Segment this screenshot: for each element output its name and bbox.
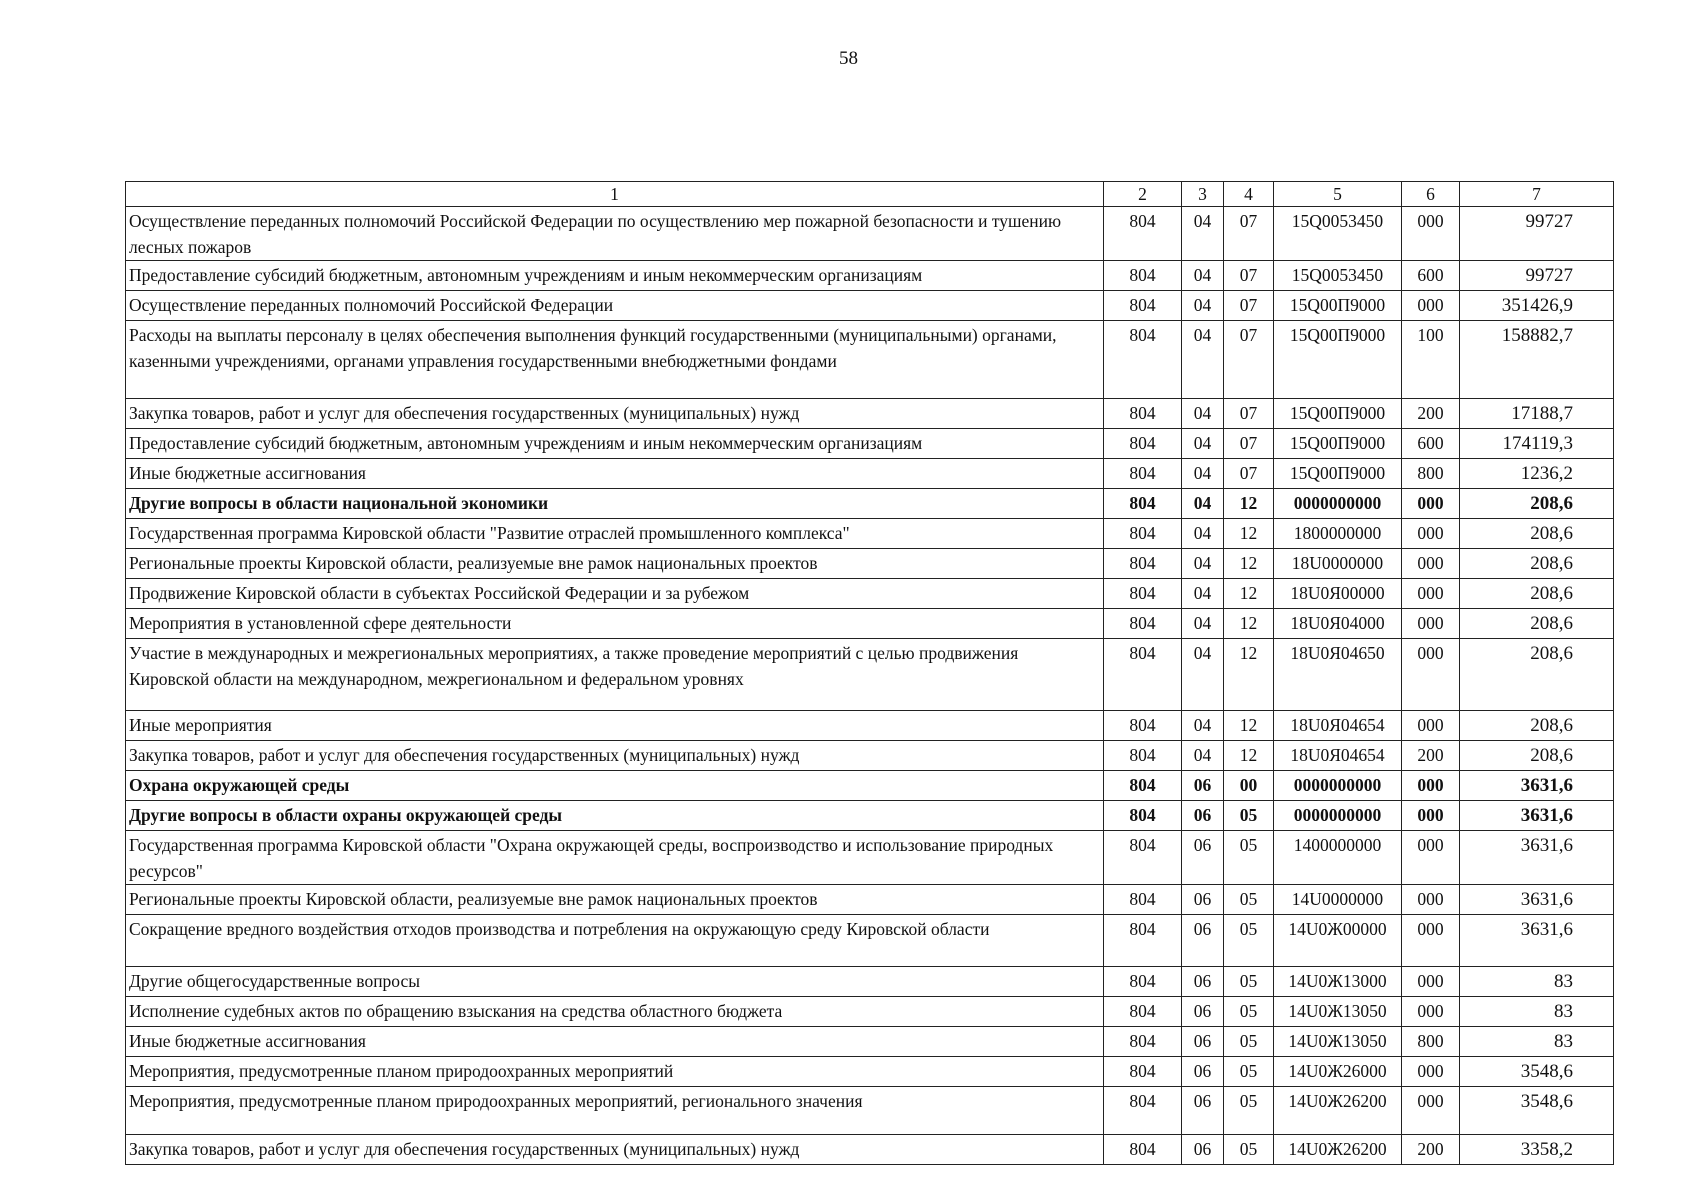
cell-col3: 06 — [1182, 771, 1224, 801]
table-row — [126, 771, 1614, 801]
cell-col2: 804 — [1104, 519, 1182, 549]
header-cell: 7 — [1460, 182, 1614, 207]
cell-col3: 04 — [1182, 711, 1224, 741]
cell-col2: 804 — [1104, 579, 1182, 609]
cell-col7: 17188,7 — [1460, 399, 1614, 429]
cell-col2: 804 — [1104, 997, 1182, 1027]
cell-col2: 804 — [1104, 639, 1182, 711]
cell-col2: 804 — [1104, 885, 1182, 915]
cell-col5: 18U0000000 — [1274, 549, 1402, 579]
cell-col7: 208,6 — [1460, 639, 1614, 711]
cell-col3: 06 — [1182, 997, 1224, 1027]
cell-col5: 1400000000 — [1274, 831, 1402, 885]
cell-description: Расходы на выплаты персоналу в целях обеспечения выполнения функций государственными (муниципальными) органами, казенными учреждениями, органами управления государственными внебюджетными фондами — [126, 321, 1104, 399]
cell-col7: 208,6 — [1460, 609, 1614, 639]
cell-col2: 804 — [1104, 741, 1182, 771]
table-body — [126, 207, 1614, 1165]
cell-description: Предоставление субсидий бюджетным, автономным учреждениям и иным некоммерческим организациям — [126, 429, 1104, 459]
cell-col3: 06 — [1182, 1027, 1224, 1057]
cell-col4: 12 — [1224, 519, 1274, 549]
cell-col2: 804 — [1104, 967, 1182, 997]
cell-description: Сокращение вредного воздействия отходов производства и потребления на окружающую среду Кировской области — [126, 915, 1104, 967]
cell-col6: 000 — [1402, 609, 1460, 639]
table-row — [126, 609, 1614, 639]
cell-col2: 804 — [1104, 801, 1182, 831]
cell-col4: 07 — [1224, 429, 1274, 459]
cell-col4: 05 — [1224, 885, 1274, 915]
cell-col2: 804 — [1104, 459, 1182, 489]
cell-col7: 174119,3 — [1460, 429, 1614, 459]
cell-description: Охрана окружающей среды — [126, 771, 1104, 801]
table-row — [126, 519, 1614, 549]
cell-col5: 18U0Я00000 — [1274, 579, 1402, 609]
cell-description: Региональные проекты Кировской области, реализуемые вне рамок национальных проектов — [126, 885, 1104, 915]
cell-col5: 15Q00П9000 — [1274, 291, 1402, 321]
cell-col2: 804 — [1104, 1057, 1182, 1087]
cell-col2: 804 — [1104, 1087, 1182, 1135]
table-row — [126, 915, 1614, 967]
cell-description: Мероприятия в установленной сфере деятельности — [126, 609, 1104, 639]
cell-col3: 04 — [1182, 579, 1224, 609]
cell-description: Другие вопросы в области охраны окружающей среды — [126, 801, 1104, 831]
cell-col4: 00 — [1224, 771, 1274, 801]
cell-description: Государственная программа Кировской области "Охрана окружающей среды, воспроизводство и использование природных ресурсов" — [126, 831, 1104, 885]
cell-col6: 200 — [1402, 741, 1460, 771]
cell-col4: 05 — [1224, 1027, 1274, 1057]
table-row — [126, 1135, 1614, 1165]
cell-col2: 804 — [1104, 429, 1182, 459]
cell-col5: 18U0Я04000 — [1274, 609, 1402, 639]
cell-col2: 804 — [1104, 831, 1182, 885]
cell-col7: 208,6 — [1460, 711, 1614, 741]
header-cell: 2 — [1104, 182, 1182, 207]
cell-col7: 83 — [1460, 997, 1614, 1027]
table-row — [126, 997, 1614, 1027]
cell-col3: 06 — [1182, 801, 1224, 831]
cell-col6: 000 — [1402, 519, 1460, 549]
cell-col3: 04 — [1182, 459, 1224, 489]
cell-col6: 000 — [1402, 831, 1460, 885]
cell-description: Закупка товаров, работ и услуг для обеспечения государственных (муниципальных) нужд — [126, 741, 1104, 771]
cell-col4: 12 — [1224, 639, 1274, 711]
cell-col2: 804 — [1104, 609, 1182, 639]
cell-col6: 000 — [1402, 579, 1460, 609]
cell-col3: 06 — [1182, 885, 1224, 915]
cell-col2: 804 — [1104, 1027, 1182, 1057]
table-row — [126, 321, 1614, 399]
cell-col6: 000 — [1402, 549, 1460, 579]
header-row — [126, 182, 1614, 207]
cell-col3: 06 — [1182, 1087, 1224, 1135]
cell-col6: 000 — [1402, 1087, 1460, 1135]
cell-col6: 800 — [1402, 1027, 1460, 1057]
cell-col6: 000 — [1402, 207, 1460, 261]
cell-col2: 804 — [1104, 291, 1182, 321]
cell-col2: 804 — [1104, 711, 1182, 741]
cell-col5: 14U0Ж13050 — [1274, 997, 1402, 1027]
cell-col3: 04 — [1182, 639, 1224, 711]
table-row — [126, 207, 1614, 261]
cell-col3: 04 — [1182, 399, 1224, 429]
table-row — [126, 885, 1614, 915]
cell-description: Закупка товаров, работ и услуг для обеспечения государственных (муниципальных) нужд — [126, 399, 1104, 429]
cell-col5: 15Q00П9000 — [1274, 429, 1402, 459]
cell-col4: 05 — [1224, 1135, 1274, 1165]
table-row — [126, 261, 1614, 291]
cell-description: Иные бюджетные ассигнования — [126, 1027, 1104, 1057]
cell-col4: 07 — [1224, 321, 1274, 399]
cell-description: Другие вопросы в области национальной экономики — [126, 489, 1104, 519]
cell-col5: 14U0Ж26200 — [1274, 1087, 1402, 1135]
cell-col6: 000 — [1402, 711, 1460, 741]
cell-col2: 804 — [1104, 399, 1182, 429]
cell-col5: 14U0Ж13050 — [1274, 1027, 1402, 1057]
cell-col6: 800 — [1402, 459, 1460, 489]
cell-description: Осуществление переданных полномочий Российской Федерации по осуществлению мер пожарной безопасности и тушению лесных пожаров — [126, 207, 1104, 261]
cell-col7: 99727 — [1460, 207, 1614, 261]
cell-col7: 208,6 — [1460, 489, 1614, 519]
cell-col3: 04 — [1182, 429, 1224, 459]
cell-col4: 05 — [1224, 831, 1274, 885]
cell-col7: 3548,6 — [1460, 1057, 1614, 1087]
cell-col3: 06 — [1182, 915, 1224, 967]
cell-col2: 804 — [1104, 771, 1182, 801]
cell-col5: 15Q00П9000 — [1274, 321, 1402, 399]
cell-col4: 07 — [1224, 399, 1274, 429]
cell-col4: 12 — [1224, 741, 1274, 771]
cell-col3: 06 — [1182, 1135, 1224, 1165]
cell-col3: 04 — [1182, 549, 1224, 579]
cell-col2: 804 — [1104, 261, 1182, 291]
cell-col2: 804 — [1104, 321, 1182, 399]
cell-col7: 3631,6 — [1460, 831, 1614, 885]
cell-description: Закупка товаров, работ и услуг для обеспечения государственных (муниципальных) нужд — [126, 1135, 1104, 1165]
cell-col6: 000 — [1402, 885, 1460, 915]
cell-col7: 208,6 — [1460, 579, 1614, 609]
cell-col3: 04 — [1182, 291, 1224, 321]
cell-col4: 12 — [1224, 579, 1274, 609]
cell-col5: 14U0Ж00000 — [1274, 915, 1402, 967]
cell-col6: 200 — [1402, 399, 1460, 429]
table-row — [126, 831, 1614, 885]
cell-col5: 1800000000 — [1274, 519, 1402, 549]
cell-col6: 600 — [1402, 429, 1460, 459]
cell-col3: 04 — [1182, 321, 1224, 399]
cell-col4: 07 — [1224, 207, 1274, 261]
table-row — [126, 399, 1614, 429]
header-cell: 3 — [1182, 182, 1224, 207]
cell-description: Исполнение судебных актов по обращению взыскания на средства областного бюджета — [126, 997, 1104, 1027]
cell-col4: 07 — [1224, 291, 1274, 321]
cell-col7: 83 — [1460, 967, 1614, 997]
header-cell: 5 — [1274, 182, 1402, 207]
cell-col7: 208,6 — [1460, 519, 1614, 549]
cell-col4: 12 — [1224, 489, 1274, 519]
table-row — [126, 741, 1614, 771]
cell-col7: 3631,6 — [1460, 915, 1614, 967]
cell-col7: 3548,6 — [1460, 1087, 1614, 1135]
cell-col5: 15Q0053450 — [1274, 261, 1402, 291]
cell-col5: 14U0Ж13000 — [1274, 967, 1402, 997]
table-row — [126, 1057, 1614, 1087]
table-row — [126, 1027, 1614, 1057]
table-row — [126, 639, 1614, 711]
cell-col7: 208,6 — [1460, 549, 1614, 579]
cell-col3: 06 — [1182, 967, 1224, 997]
cell-col5: 15Q00П9000 — [1274, 399, 1402, 429]
cell-description: Государственная программа Кировской области "Развитие отраслей промышленного комплекса" — [126, 519, 1104, 549]
table-row — [126, 711, 1614, 741]
cell-description: Иные мероприятия — [126, 711, 1104, 741]
cell-description: Мероприятия, предусмотренные планом природоохранных мероприятий, регионального значения — [126, 1087, 1104, 1135]
cell-col5: 14U0Ж26200 — [1274, 1135, 1402, 1165]
cell-col3: 06 — [1182, 831, 1224, 885]
cell-col4: 05 — [1224, 801, 1274, 831]
cell-col6: 000 — [1402, 801, 1460, 831]
cell-col4: 07 — [1224, 459, 1274, 489]
cell-col3: 04 — [1182, 489, 1224, 519]
cell-col7: 208,6 — [1460, 741, 1614, 771]
cell-col2: 804 — [1104, 207, 1182, 261]
cell-col5: 0000000000 — [1274, 771, 1402, 801]
cell-description: Участие в международных и межрегиональных мероприятиях, а также проведение мероприятий с целью продвижения Кировской области на международном, межрегиональном и федеральном уровнях — [126, 639, 1104, 711]
table-row — [126, 429, 1614, 459]
cell-col7: 1236,2 — [1460, 459, 1614, 489]
cell-col4: 05 — [1224, 915, 1274, 967]
cell-col7: 3631,6 — [1460, 801, 1614, 831]
cell-col6: 000 — [1402, 489, 1460, 519]
cell-col4: 12 — [1224, 711, 1274, 741]
cell-col7: 158882,7 — [1460, 321, 1614, 399]
cell-col4: 05 — [1224, 967, 1274, 997]
cell-description: Предоставление субсидий бюджетным, автономным учреждениям и иным некоммерческим организациям — [126, 261, 1104, 291]
cell-col6: 000 — [1402, 291, 1460, 321]
cell-col5: 18U0Я04654 — [1274, 741, 1402, 771]
cell-col4: 12 — [1224, 549, 1274, 579]
table-row — [126, 549, 1614, 579]
cell-col5: 18U0Я04654 — [1274, 711, 1402, 741]
cell-description: Мероприятия, предусмотренные планом природоохранных мероприятий — [126, 1057, 1104, 1087]
cell-col3: 04 — [1182, 207, 1224, 261]
cell-col6: 000 — [1402, 1057, 1460, 1087]
cell-col5: 15Q0053450 — [1274, 207, 1402, 261]
cell-col6: 000 — [1402, 967, 1460, 997]
table-row — [126, 459, 1614, 489]
table-row — [126, 967, 1614, 997]
cell-col2: 804 — [1104, 915, 1182, 967]
cell-col7: 99727 — [1460, 261, 1614, 291]
cell-col4: 05 — [1224, 1087, 1274, 1135]
cell-col5: 0000000000 — [1274, 489, 1402, 519]
table-row — [126, 579, 1614, 609]
cell-col3: 04 — [1182, 261, 1224, 291]
cell-col6: 000 — [1402, 639, 1460, 711]
cell-col4: 12 — [1224, 609, 1274, 639]
cell-col2: 804 — [1104, 549, 1182, 579]
table-row — [126, 291, 1614, 321]
header-cell: 1 — [126, 182, 1104, 207]
cell-col6: 000 — [1402, 771, 1460, 801]
cell-col6: 100 — [1402, 321, 1460, 399]
cell-col6: 600 — [1402, 261, 1460, 291]
cell-col5: 0000000000 — [1274, 801, 1402, 831]
cell-col2: 804 — [1104, 1135, 1182, 1165]
header-cell: 6 — [1402, 182, 1460, 207]
page-number: 58 — [839, 48, 858, 69]
cell-col6: 200 — [1402, 1135, 1460, 1165]
cell-col4: 07 — [1224, 261, 1274, 291]
header-cell: 4 — [1224, 182, 1274, 207]
cell-description: Региональные проекты Кировской области, реализуемые вне рамок национальных проектов — [126, 549, 1104, 579]
table-row — [126, 489, 1614, 519]
budget-table — [125, 181, 1614, 1165]
cell-col2: 804 — [1104, 489, 1182, 519]
cell-col3: 04 — [1182, 519, 1224, 549]
table-row — [126, 801, 1614, 831]
table-row — [126, 1087, 1614, 1135]
cell-col6: 000 — [1402, 997, 1460, 1027]
cell-col7: 83 — [1460, 1027, 1614, 1057]
cell-col3: 04 — [1182, 741, 1224, 771]
cell-col4: 05 — [1224, 997, 1274, 1027]
cell-col5: 18U0Я04650 — [1274, 639, 1402, 711]
cell-description: Осуществление переданных полномочий Российской Федерации — [126, 291, 1104, 321]
cell-col3: 06 — [1182, 1057, 1224, 1087]
cell-col7: 3631,6 — [1460, 885, 1614, 915]
cell-col7: 3631,6 — [1460, 771, 1614, 801]
cell-col4: 05 — [1224, 1057, 1274, 1087]
cell-description: Продвижение Кировской области в субъектах Российской Федерации и за рубежом — [126, 579, 1104, 609]
cell-col7: 3358,2 — [1460, 1135, 1614, 1165]
cell-col5: 14U0Ж26000 — [1274, 1057, 1402, 1087]
cell-description: Другие общегосударственные вопросы — [126, 967, 1104, 997]
cell-col3: 04 — [1182, 609, 1224, 639]
cell-col7: 351426,9 — [1460, 291, 1614, 321]
cell-col5: 14U0000000 — [1274, 885, 1402, 915]
cell-description: Иные бюджетные ассигнования — [126, 459, 1104, 489]
cell-col6: 000 — [1402, 915, 1460, 967]
cell-col5: 15Q00П9000 — [1274, 459, 1402, 489]
